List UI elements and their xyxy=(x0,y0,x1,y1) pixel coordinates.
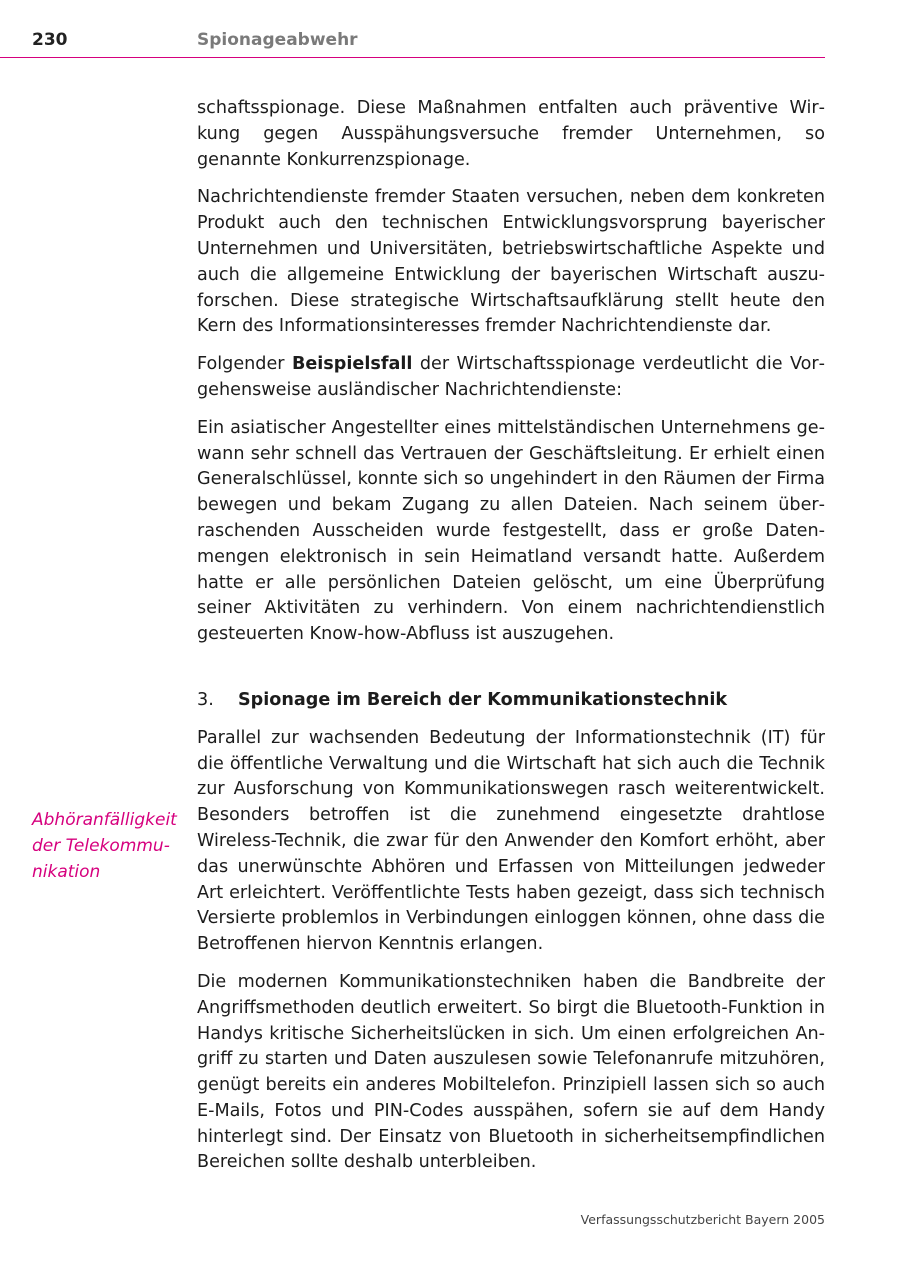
footer-text: Verfassungsschutzbericht Bayern 2005 xyxy=(580,1212,825,1227)
paragraph-3 xyxy=(197,352,825,404)
running-head: Spionageabwehr xyxy=(197,30,358,50)
paragraph-2: Nachrichtendienste fremder Staaten versuchen, neben dem konkreten Produkt auch den technischen Entwicklungsvorsprung bayerischer Unternehmen und Universitäten, betriebswirtschaftliche Aspekte und auch die allgemeine Entwicklung der bayerischen Wirtschaft auszuforschen. Diese strategische Wirtschaftsaufklärung stellt heute den Kern des Informationsinteresses fremder Nachrichtendienste dar. xyxy=(197,187,825,337)
margin-note: Abhöranfälligkeit der Telekommunikation xyxy=(32,810,177,882)
paragraph-5: Parallel zur wachsenden Bedeutung der Informationstechnik (IT) für die öffentliche Verwaltung und die Wirtschaft hat sich auch die Technik zur Ausforschung von Kommunikationswegen rasch weiterentwickelt. Besonders betroffen ist die zunehmend eingesetzte drahtlose Wireless-Technik, die zwar für den Anwender den Komfort erhöht, aber das unerwünschte Abhören und Erfassen von Mitteilungen jedweder Art erleichtert. Veröffentlichte Tests haben gezeigt, dass sich technisch Versierte problemlos in Verbindungen einloggen können, ohne dass die Betroffenen hiervon Kenntnis erlangen. xyxy=(197,727,825,955)
header-rule xyxy=(0,57,825,58)
paragraph-1: schaftsspionage. Diese Maßnahmen entfalten auch präventive Wirkung gegen Ausspähungsversuche fremder Unternehmen, so genannte Konkurrenzspionage. xyxy=(197,98,825,170)
body-text xyxy=(197,96,825,1176)
paragraph-3-lead: Folgender xyxy=(197,354,292,375)
section-title: Spionage im Bereich der Kommunikationstechnik xyxy=(238,689,728,710)
section-number: 3. xyxy=(197,689,214,710)
emphasis-beispielsfall: Beispielsfall xyxy=(291,354,413,375)
paragraph-3-rest: der Wirtschaftsspionage verdeutlicht die Vorgehensweise ausländischer Nachrichtendienste: xyxy=(197,354,825,400)
paragraph-6: Die modernen Kommunikationstechniken haben die Bandbreite der Angriffsmethoden deutlich erweitert. So birgt die Bluetooth-Funktion in Handys kritische Sicherheitslücken in sich. Um einen erfolgreichen Angriff zu starten und Daten auszulesen sowie Telefonanrufe mitzuhören, genügt bereits ein anderes Mobiltelefon. Prinzipiell lassen sich so auch E-Mails, Fotos und PIN-Codes ausspähen, sofern sie auf dem Handy hinterlegt sind. Der Einsatz von Bluetooth in sicherheitsempfindlichen Bereichen sollte deshalb unterbleiben. xyxy=(197,971,825,1173)
paragraph-4: Ein asiatischer Angestellter eines mittelständischen Unternehmens gewann sehr schnell das Vertrauen der Geschäftsleitung. Er erhielt einen Generalschlüssel, konnte sich so ungehindert in den Räumen der Firma bewegen und bekam Zugang zu allen Dateien. Nach seinem überraschenden Ausscheiden wurde festgestellt, dass er große Datenmengen elektronisch in sein Heimatland versandt hatte. Außerdem hatte er alle persönlichen Dateien gelöscht, um eine Überprüfung seiner Aktivitäten zu verhindern. Von einem nachrichtendienstlich gesteuerten Know-how-Abfluss ist auszugehen. xyxy=(197,417,825,645)
page-number: 230 xyxy=(32,30,68,50)
section-heading xyxy=(197,688,825,714)
